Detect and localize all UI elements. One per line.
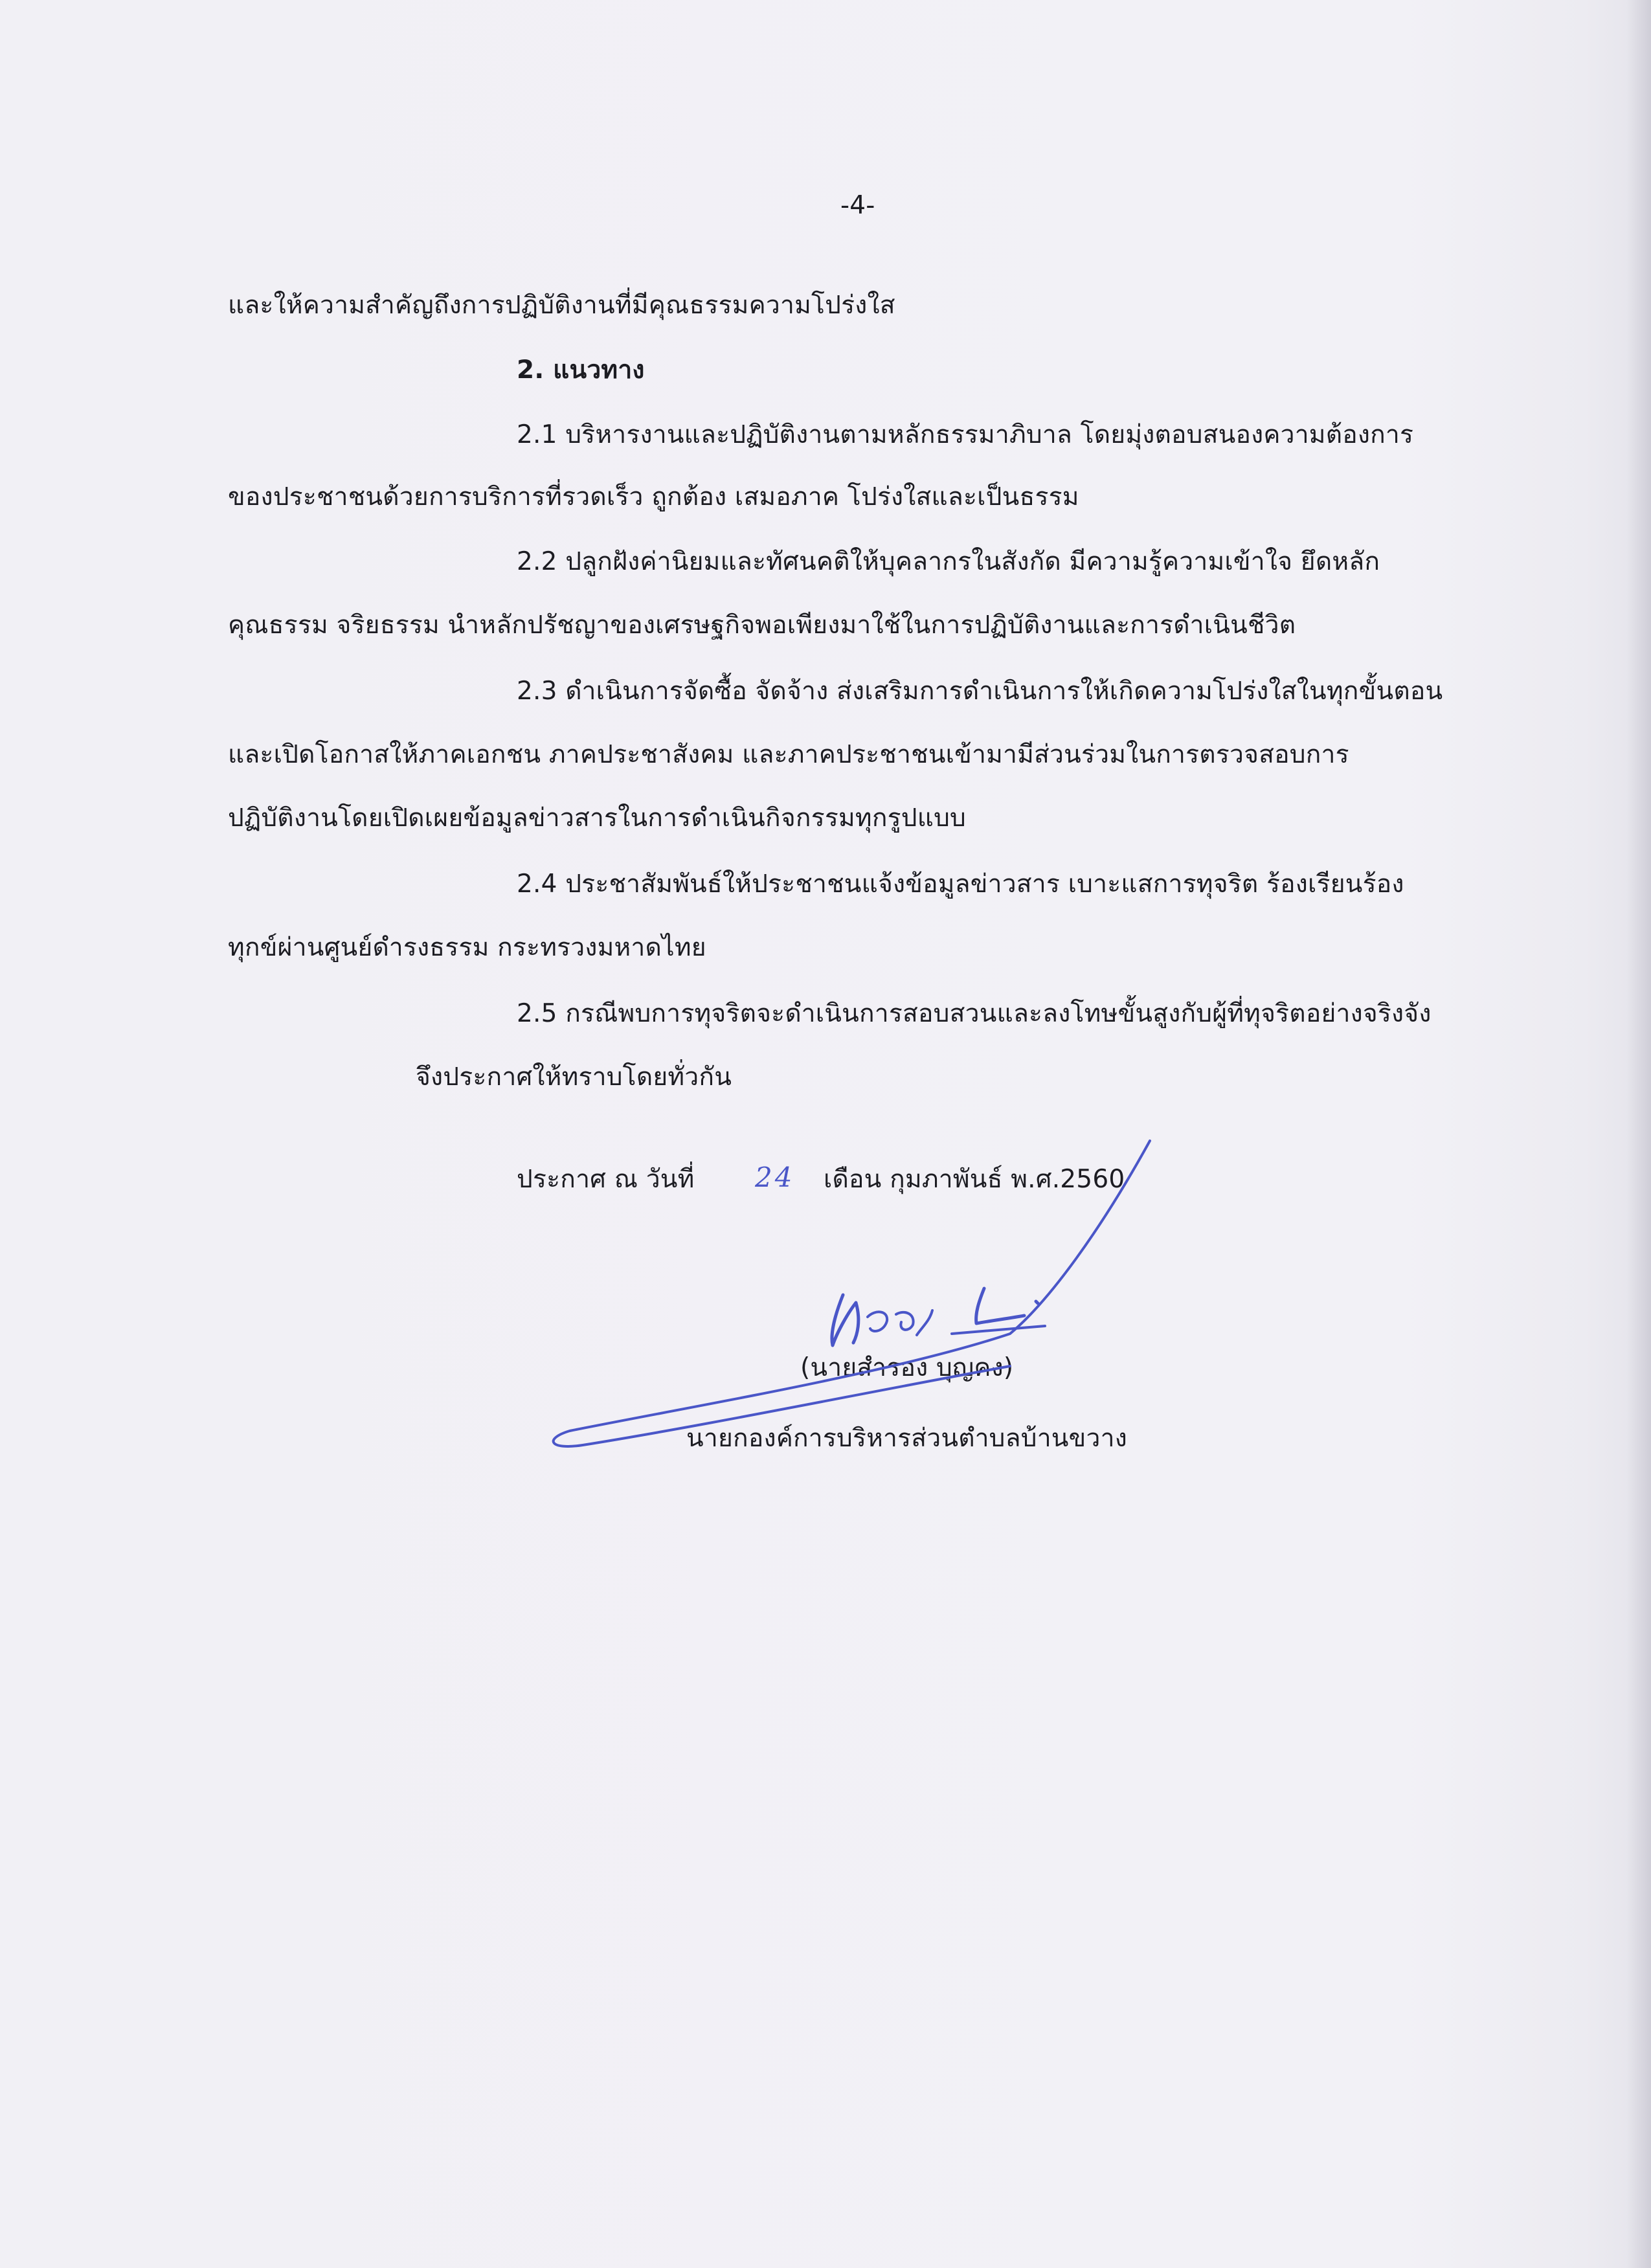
paragraph-line: ปฏิบัติงานโดยเปิดเผยข้อมูลข่าวสารในการดำเนินกิจกรรมทุกรูปแบบ [228,803,966,833]
announcement-line: จึงประกาศให้ทราบโดยทั่วกัน [416,1062,732,1092]
signatory-title: นายกองค์การบริหารส่วนตำบลบ้านขวาง [686,1424,1127,1453]
paragraph-line: 2.1 บริหารงานและปฏิบัติงานตามหลักธรรมาภิบาล โดยมุ่งตอบสนองความต้องการ [517,420,1414,449]
paragraph-line: 2.4 ประชาสัมพันธ์ให้ประชาชนแจ้งข้อมูลข่าวสาร เบาะแสการทุจริต ร้องเรียนร้อง [517,870,1404,899]
date-month-year: เดือน กุมภาพันธ์ พ.ศ.2560 [824,1165,1125,1194]
signatory-name: (นายสำรอง บุญคง) [800,1353,1014,1382]
paragraph-line: ของประชาชนด้วยการบริการที่รวดเร็ว ถูกต้อง เสมอภาค โปร่งใสและเป็นธรรม [228,482,1079,511]
date-prefix: ประกาศ ณ วันที่ [517,1165,695,1194]
paragraph-line: 2.3 ดำเนินการจัดซื้อ จัดจ้าง ส่งเสริมการดำเนินการให้เกิดความโปร่งใสในทุกขั้นตอน [517,677,1443,706]
paragraph-line: คุณธรรม จริยธรรม นำหลักปรัชญาของเศรษฐกิจพอเพียงมาใช้ในการปฏิบัติงานและการดำเนินชีวิต [228,611,1296,640]
paragraph-line: และเปิดโอกาสให้ภาคเอกชน ภาคประชาสังคม และภาคประชาชนเข้ามามีส่วนร่วมในการตรวจสอบการ [228,740,1349,769]
paragraph-line: ทุกข์ผ่านศูนย์ดำรงธรรม กระทรวงมหาดไทย [228,933,706,962]
page-number: -4- [840,191,875,220]
paragraph-line: 2.5 กรณีพบการทุจริตจะดำเนินการสอบสวนและลงโทษขั้นสูงกับผู้ที่ทุจริตอย่างจริงจัง [517,999,1432,1028]
handwritten-day: 24 [755,1162,795,1193]
section-heading: 2. แนวทาง [517,355,645,385]
paragraph-line: 2.2 ปลูกฝังค่านิยมและทัศนคติให้บุคลากรในสังกัด มีความรู้ความเข้าใจ ยึดหลัก [517,547,1380,576]
paragraph-line: และให้ความสำคัญถึงการปฏิบัติงานที่มีคุณธรรมความโปร่งใส [228,291,895,320]
